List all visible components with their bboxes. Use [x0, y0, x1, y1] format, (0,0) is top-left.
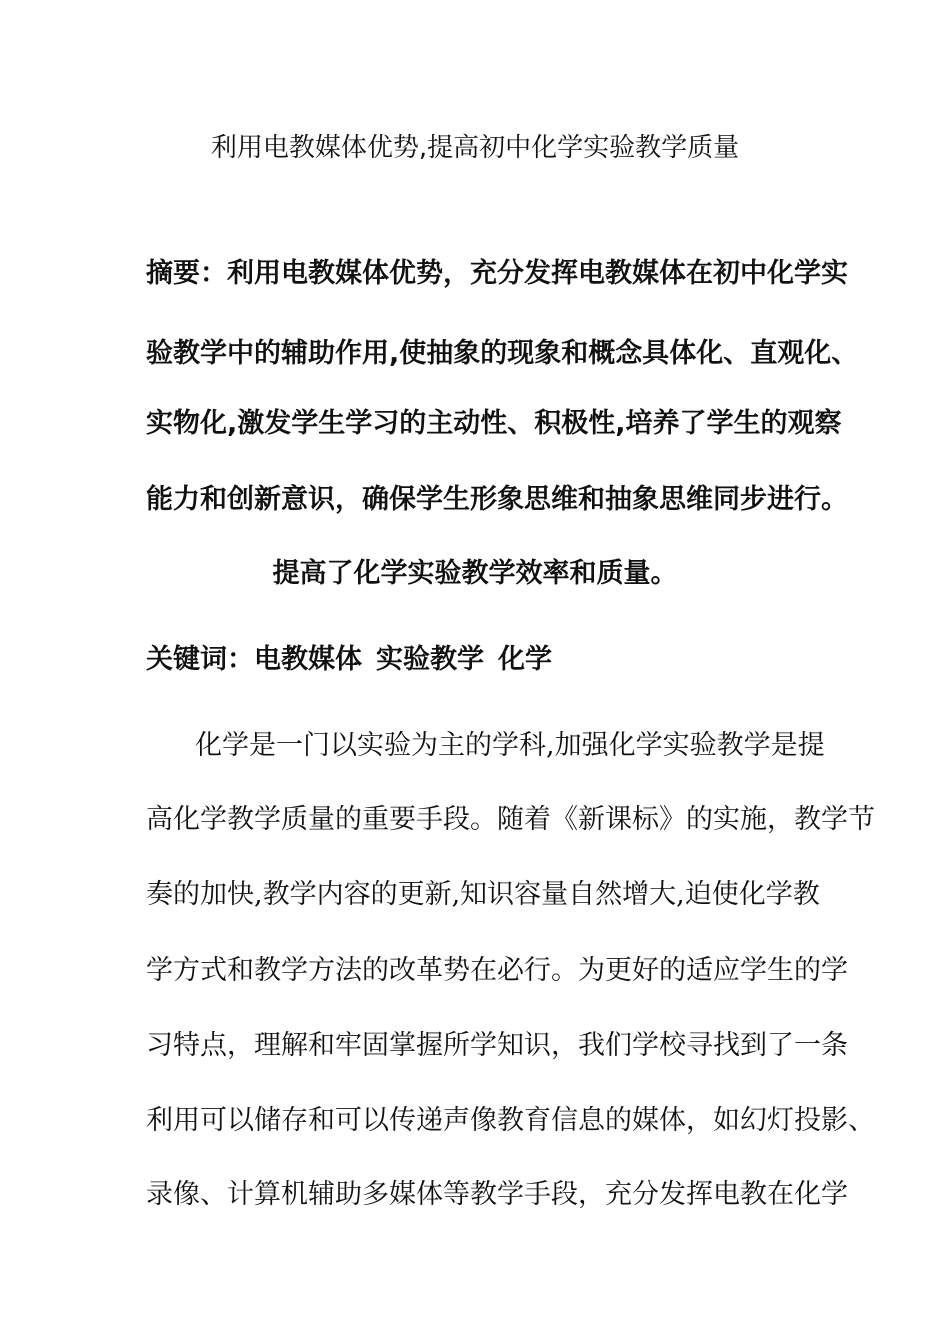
body-line-2: 高化学教学质量的重要手段。随着《新课标》的实施，教学节 — [146, 804, 875, 835]
abstract-line-1: 摘要：利用电教媒体优势，充分发挥电教媒体在初中化学实 — [146, 258, 848, 289]
keywords-label: 关键词： — [146, 644, 254, 675]
abstract-line-2: 验教学中的辅助作用,使抽象的现象和概念具体化、直观化、 — [146, 338, 859, 369]
body-line-3: 奏的加快,教学内容的更新,知识容量自然增大,迫使化学教 — [146, 879, 820, 910]
keyword-item: 化学 — [498, 644, 552, 675]
abstract-line-4: 能力和创新意识，确保学生形象思维和抽象思维同步进行。 — [146, 484, 848, 515]
keywords-line — [146, 640, 552, 680]
body-line-6: 利用可以储存和可以传递声像教育信息的媒体，如幻灯投影、 — [146, 1105, 875, 1136]
body-line-7: 录像、计算机辅助多媒体等教学手段，充分发挥电教在化学 — [146, 1179, 848, 1210]
keyword-item: 电教媒体 — [254, 644, 362, 675]
body-line-5: 习特点，理解和牢固掌握所学知识，我们学校寻找到了一条 — [146, 1030, 848, 1061]
keyword-item: 实验教学 — [376, 644, 484, 675]
body-line-1: 化学是一门以实验为主的学科,加强化学实验教学是提 — [195, 730, 825, 761]
body-line-4: 学方式和教学方法的改革势在必行。为更好的适应学生的学 — [146, 955, 848, 986]
abstract-line-5: 提高了化学实验教学效率和质量。 — [272, 558, 678, 589]
abstract-line-3: 实物化,激发学生学习的主动性、积极性,培养了学生的观察 — [146, 408, 842, 439]
document-title: 利用电教媒体优势,提高初中化学实验教学质量 — [210, 133, 740, 163]
